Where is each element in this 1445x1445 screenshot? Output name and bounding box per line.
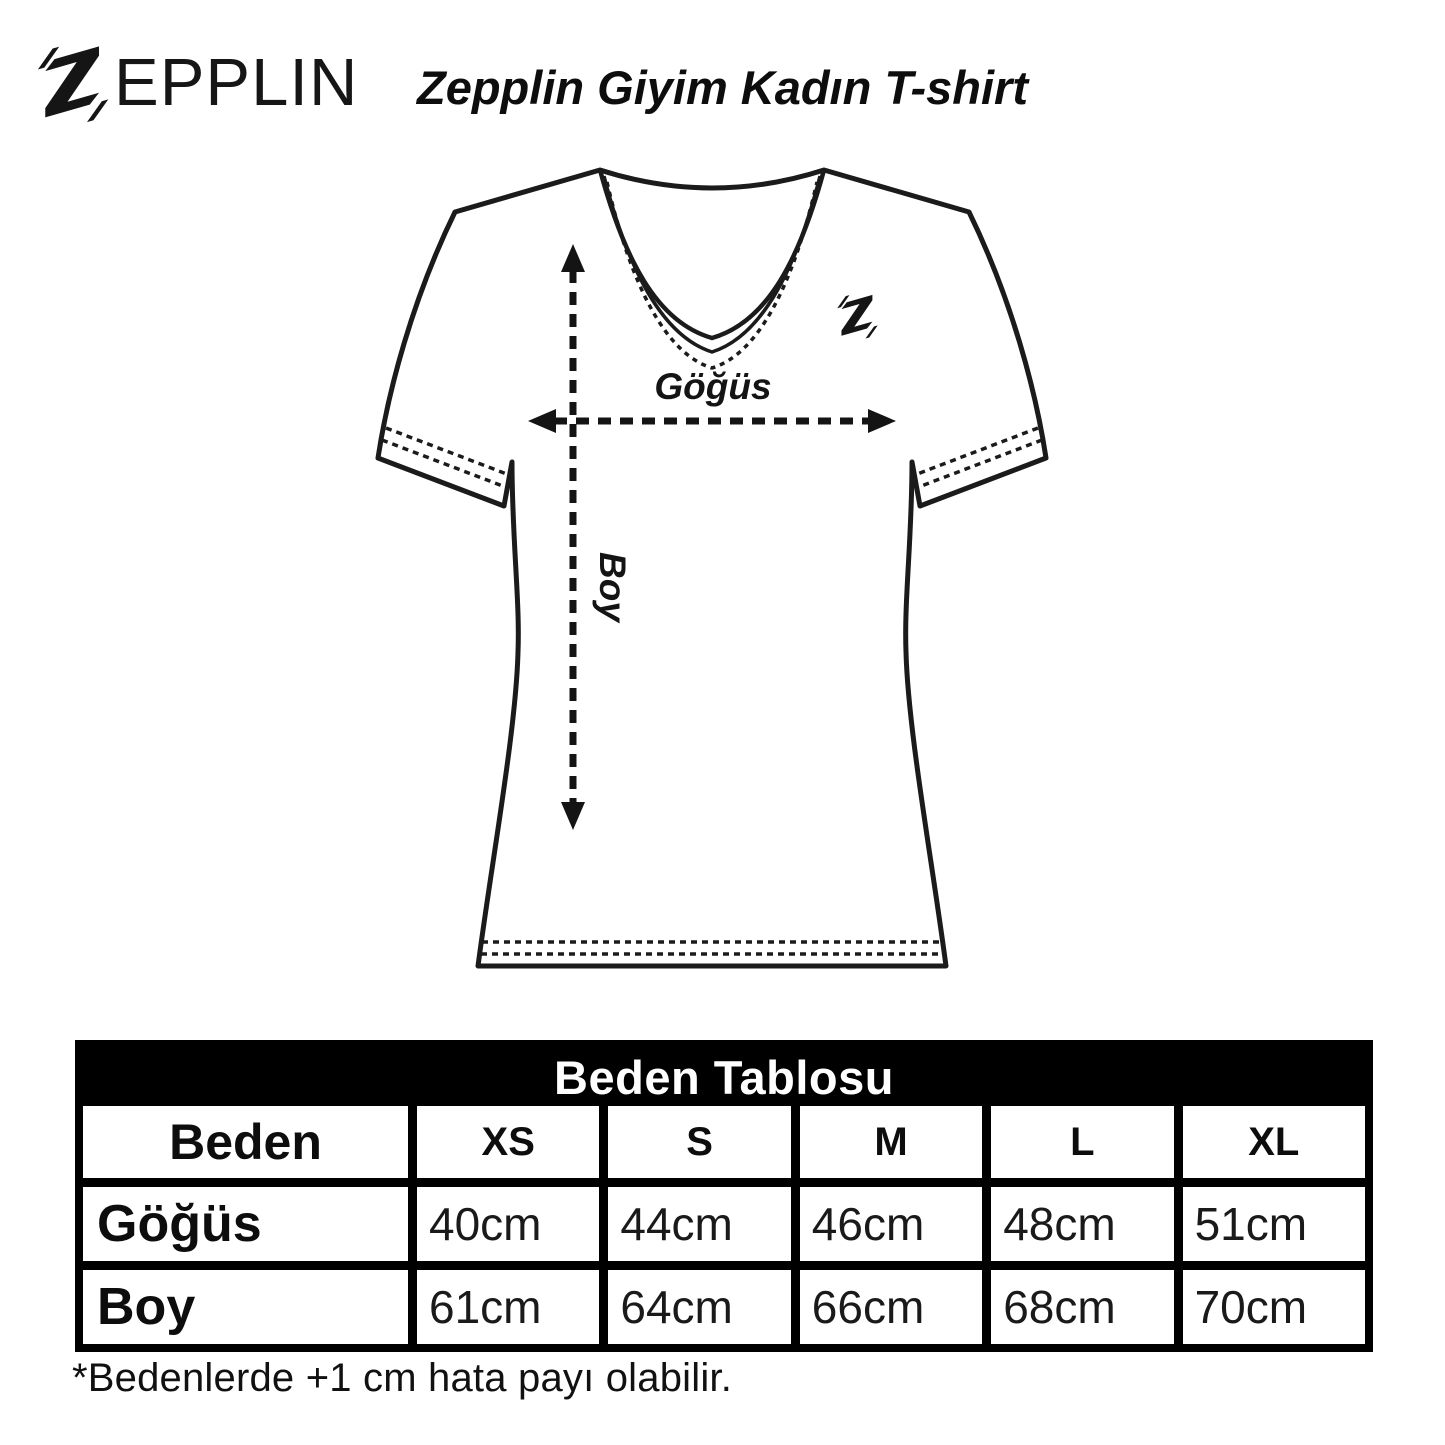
size-tolerance-note: *Bedenlerde +1 cm hata payı olabilir. — [72, 1356, 733, 1400]
size-table — [75, 1040, 1373, 1352]
page-title — [0, 62, 1445, 114]
cell-gogus-m: 46cm — [800, 1187, 982, 1261]
row-label-gogus: Göğüs — [83, 1187, 408, 1261]
chest-label: Göğüs — [654, 366, 772, 407]
cell-gogus-s: 44cm — [608, 1187, 790, 1261]
cell-gogus-xl: 51cm — [1183, 1187, 1365, 1261]
col-header-xs: XS — [417, 1106, 599, 1178]
tshirt-outline — [378, 170, 1046, 966]
tshirt-sketch — [370, 128, 1070, 1010]
size-table-grid — [83, 1106, 1365, 1344]
cell-boy-m: 66cm — [800, 1270, 982, 1344]
row-label-boy: Boy — [83, 1270, 408, 1344]
col-header-beden: Beden — [83, 1106, 408, 1178]
cell-boy-l: 68cm — [991, 1270, 1173, 1344]
title-brand-text: Zepplin Giyim — [417, 61, 728, 114]
cell-gogus-l: 48cm — [991, 1187, 1173, 1261]
cell-boy-s: 64cm — [608, 1270, 790, 1344]
length-label: Boy — [592, 552, 633, 622]
title-product-text: Kadın T-shirt — [740, 61, 1028, 114]
cell-boy-xs: 61cm — [417, 1270, 599, 1344]
col-header-l: L — [991, 1106, 1173, 1178]
size-table-title: Beden Tablosu — [554, 1050, 894, 1104]
tshirt-measurement-diagram — [370, 128, 1070, 1010]
col-header-xl: XL — [1183, 1106, 1365, 1178]
col-header-s: S — [608, 1106, 790, 1178]
cell-gogus-xs: 40cm — [417, 1187, 599, 1261]
col-header-m: M — [800, 1106, 982, 1178]
zepplin-wordmark: EPPLIN — [114, 44, 359, 120]
cell-boy-xl: 70cm — [1183, 1270, 1365, 1344]
